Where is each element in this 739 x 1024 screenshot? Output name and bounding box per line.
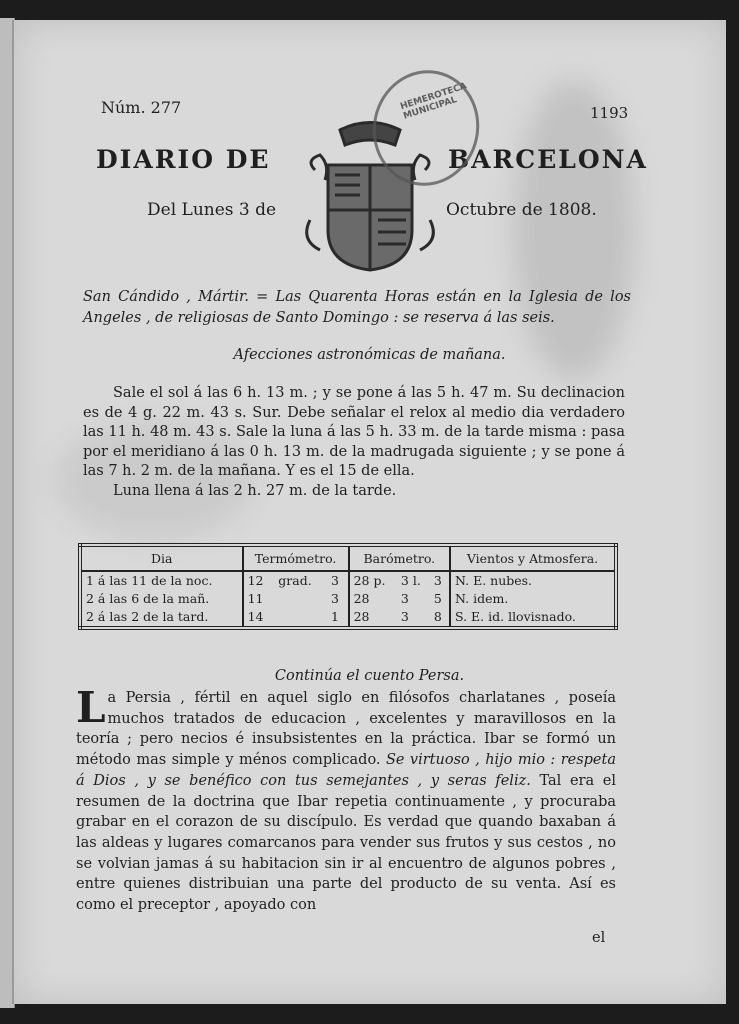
story-quote: Se virtuoso , hijo mio : respeta á Dios , y se benéfico con tus semejantes , y seras feliz. bbox=[76, 752, 616, 789]
cell-bar-in: 28 bbox=[353, 591, 370, 606]
full-moon-note: Luna llena á las 2 h. 27 m. de la tarde. bbox=[113, 482, 397, 499]
stamp-text: HEMEROTECA MUNICIPAL bbox=[399, 81, 469, 122]
header-dia: Dia bbox=[80, 545, 243, 571]
catchword: el bbox=[592, 930, 606, 946]
table-header-row bbox=[80, 545, 616, 571]
cell-grad: grad. bbox=[278, 573, 312, 588]
story-text-a: a Persia , fértil en aquel siglo en filósofos charlatanes , poseía muchos tratados de educacion , excelentes y maravillosos en la teoría ; pero necios é insubsistentes en la práctica. Ibar se formó un método mas simple y ménos complicado. bbox=[76, 690, 616, 769]
title-left: DIARIO DE bbox=[96, 145, 271, 174]
cell-temp: 12 bbox=[247, 573, 264, 588]
cell-grad bbox=[274, 608, 327, 628]
table-row bbox=[80, 571, 616, 590]
date-left: Del Lunes 3 de bbox=[147, 200, 277, 220]
water-stain bbox=[514, 80, 634, 380]
cell-temp-frac: 3 bbox=[327, 571, 349, 590]
story-text-b: Tal era el resumen de la doctrina que Ibar repetia continuamente , y procuraba grabar en el corazon de su discípulo. Es verdad que quando baxaban á las aldeas y lugares comarcanos para vender sus frutos y sus cestos , no se volvian jamas á su habitacion sin ir al encuentro de algunos pobres , entre quienes distribuian una parte del producto de su venta. Así es como el preceptor , apoyado con bbox=[76, 772, 617, 914]
cell-temp-frac: 3 bbox=[327, 590, 349, 608]
saint-notice: San Cándido , Mártir. = Las Quarenta Horas están en la Iglesia de los Angeles , de religiosas de Santo Domingo : se reserva á las seis. bbox=[83, 289, 631, 326]
cell-bar-l: 3 bbox=[400, 609, 409, 624]
table-row bbox=[80, 590, 616, 608]
drop-cap: L bbox=[76, 683, 106, 732]
cell-bar-in: 28 p. bbox=[353, 573, 386, 588]
cell-dia: 1 á las 11 de la noc. bbox=[80, 571, 243, 590]
astronomy-paragraph: Sale el sol á las 6 h. 13 m. ; y se pone á las 5 h. 47 m. Su declinacion es de 4 g. 22 m. 43 s. Sur. Debe señalar el relox al medio dia verdadero las 11 h. 48 m. 43 s. Sale la luna á las 5 h. 33 m. de la tarde misma : pasa por el meridiano á las 0 h. 13 m. de la madrugada siguiente ; y se pone á las 7 h. 2 m. de la mañana. Y es el 15 de ella. bbox=[83, 385, 625, 479]
header-barometro: Barómetro. bbox=[349, 545, 450, 571]
cell-temp: 11 bbox=[247, 591, 264, 606]
cell-bar-frac: 8 bbox=[430, 608, 450, 628]
cell-wind: N. idem. bbox=[454, 591, 509, 606]
astronomy-text bbox=[83, 384, 625, 501]
header-vientos: Vientos y Atmosfera. bbox=[450, 545, 616, 571]
date-right: Octubre de 1808. bbox=[446, 200, 597, 220]
cell-temp-frac: 1 bbox=[327, 608, 349, 628]
story-text bbox=[76, 683, 617, 916]
title-right: BARCELONA bbox=[448, 145, 648, 174]
cell-bar-in: 28 bbox=[353, 609, 370, 624]
page-number: 1193 bbox=[590, 104, 629, 122]
story-heading: Continúa el cuento Persa. bbox=[274, 668, 465, 684]
weather-table bbox=[78, 543, 618, 630]
cell-dia: 2 á las 2 de la tard. bbox=[80, 608, 243, 628]
cell-grad bbox=[274, 590, 327, 608]
cell-wind: S. E. id. llovisnado. bbox=[454, 609, 576, 624]
astronomy-heading: Afecciones astronómicas de mañana. bbox=[233, 347, 506, 363]
cell-wind: N. E. nubes. bbox=[454, 573, 533, 588]
header-termometro: Termómetro. bbox=[243, 545, 349, 571]
cell-temp: 14 bbox=[247, 609, 264, 624]
cell-bar-l: 3 l. bbox=[400, 573, 421, 588]
cell-bar-frac: 5 bbox=[430, 590, 450, 608]
cell-bar-frac: 3 bbox=[430, 571, 450, 590]
issue-number: Núm. 277 bbox=[101, 98, 182, 117]
table-row bbox=[80, 608, 616, 628]
cell-dia: 2 á las 6 de la mañ. bbox=[80, 590, 243, 608]
cell-bar-l: 3 bbox=[400, 591, 409, 606]
